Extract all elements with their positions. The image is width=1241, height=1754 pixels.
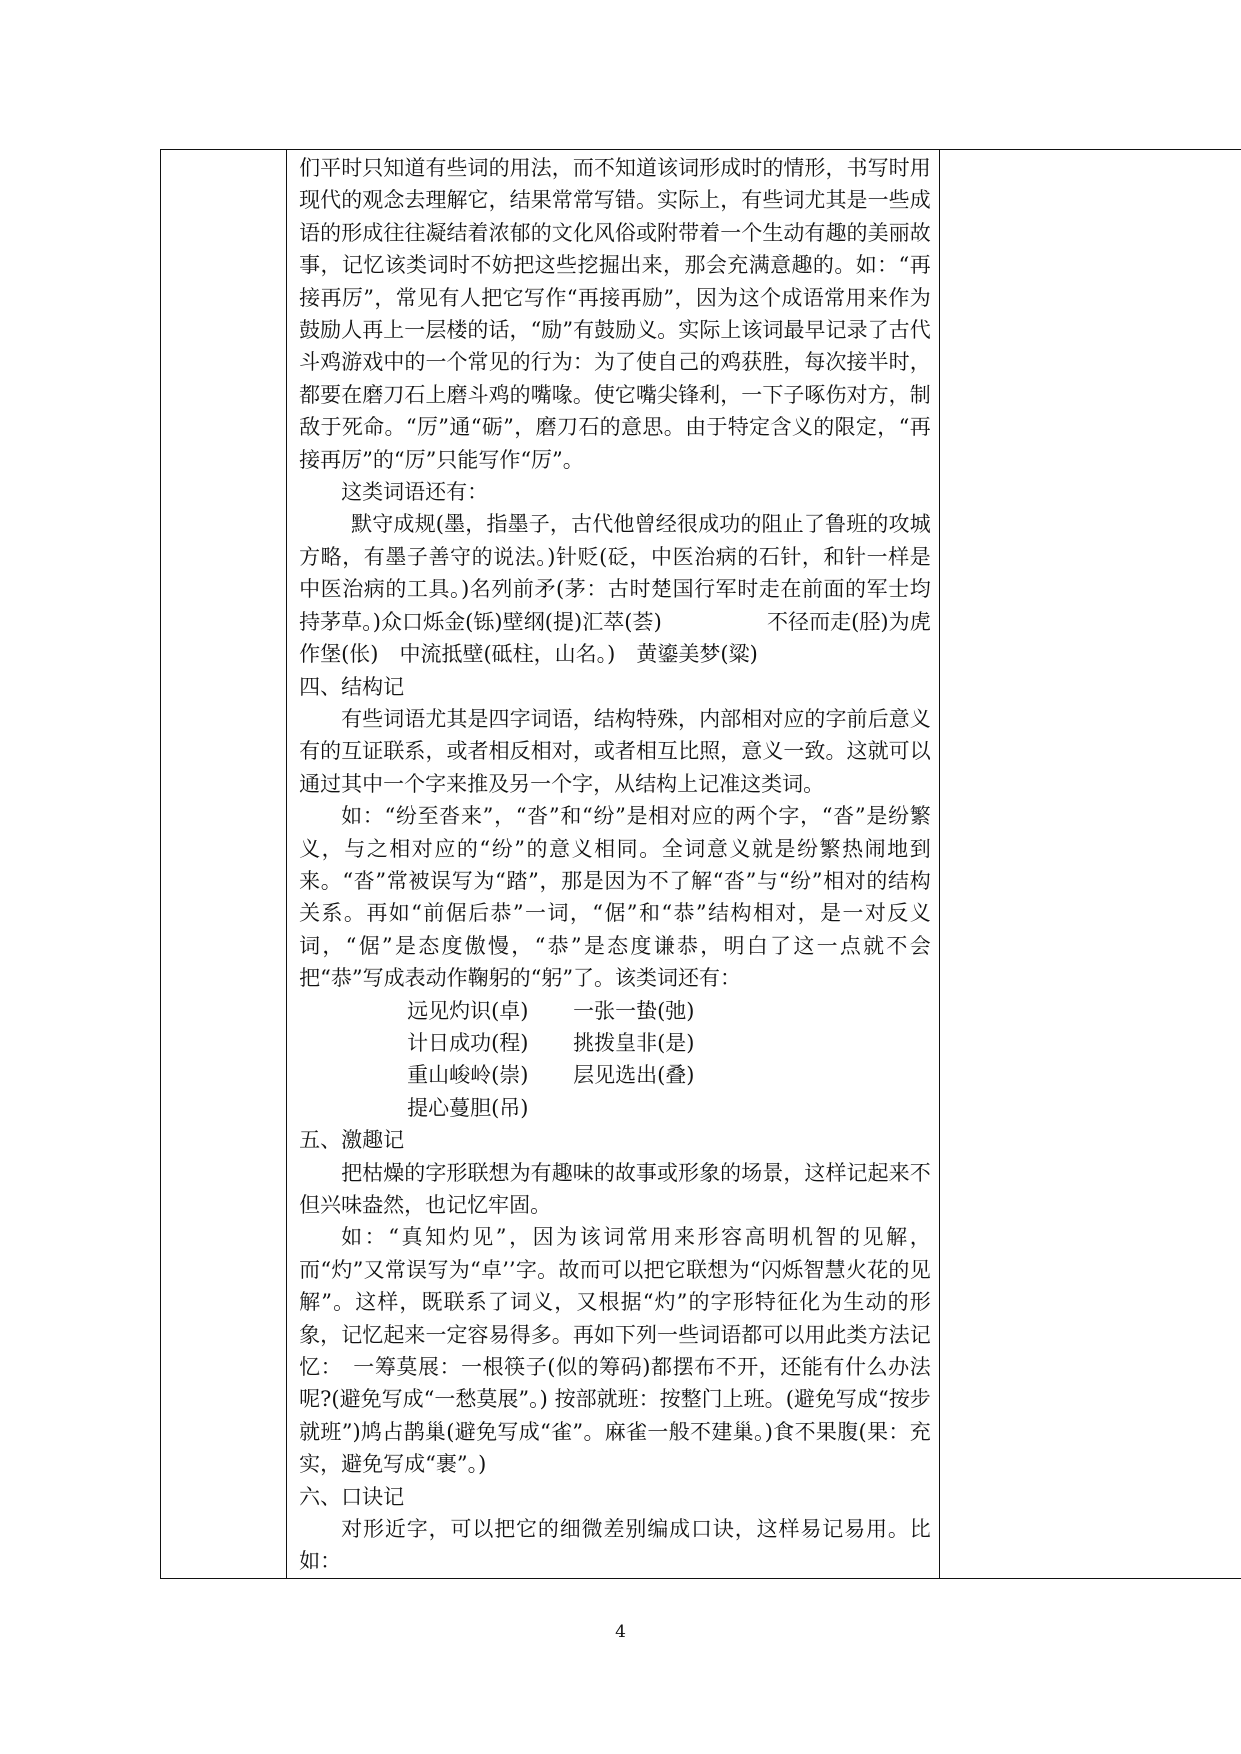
word-list-row (299, 995, 931, 1027)
heading-structure: 四、结构记 (299, 674, 405, 699)
paragraph-structure-example: 如：“纷至沓来”，“沓”和“纷”是相对应的两个字，“沓”是纷繁义，与之相对应的“纷”的意义相同。全词意义就是纷繁热闹地到来。“沓”常被误写为“踏”，那是因为不了解“沓”与“纷”相对的结构关系。再如“前倨后恭”一词，“倨”和“恭”结构相对，是一对反义词，“倨”是态度傲慢，“恭”是态度谦恭，明白了这一点就不会把“恭”写成表动作鞠躬的“躬”了。该类词还有： (299, 804, 931, 991)
word-list-row (299, 1092, 931, 1124)
paragraph-interest: 把枯燥的字形联想为有趣味的故事或形象的场景，这样记起来不但兴味盎然，也记忆牢固。 (299, 1160, 931, 1217)
heading-interest: 五、激趣记 (299, 1128, 405, 1153)
paragraph-mnemonic: 对形近字，可以把它的细微差别编成口诀，这样易记易用。比如： (299, 1517, 931, 1574)
paragraph-examples: 默守成规(墨，指墨子，古代他曾经很成功的阻止了鲁班的攻城方略，有墨子善守的说法。)针贬(砭，中医治病的石针，和针一样是中医治病的工具。)名列前矛(茅：古时楚国行军时走在前面的军士均持茅草。)众口烁金(铄)壁纲(提)汇萃(荟) 不径而走(胫)为虎作堡(伥) 中流抵壁(砥柱，山名。) 黄鎏美梦(粱) (299, 512, 931, 667)
page-number: 4 (615, 1622, 626, 1642)
word-list-item: 计日成功(程) (407, 1030, 529, 1055)
word-list-item: 一张一蛰(弛) (573, 998, 695, 1023)
content-body (287, 150, 939, 1578)
content-cell (287, 150, 940, 1579)
word-list-item: 远见灼识(卓) (407, 998, 529, 1023)
right-column-cell (939, 150, 1241, 1579)
paragraph-examples-intro: 这类词语还有： (341, 480, 489, 505)
paragraph-structure: 有些词语尤其是四字词语，结构特殊，内部相对应的字前后意义有的互证联系，或者相反相对，或者相互比照，意义一致。这就可以通过其中一个字来推及另一个字，从结构上记准这类词。 (299, 706, 931, 796)
word-list-item: 挑拨皇非(是) (573, 1030, 695, 1055)
word-list-row (299, 1027, 931, 1059)
word-list-item: 提心蔓胆(吊) (407, 1095, 529, 1120)
heading-mnemonic: 六、口诀记 (299, 1484, 405, 1509)
layout-table (160, 149, 1241, 1579)
word-list-item: 层见选出(叠) (573, 1063, 695, 1088)
word-list (299, 995, 931, 1125)
word-list-row (299, 1059, 931, 1091)
left-column-cell (161, 150, 287, 1579)
paragraph-intro: 们平时只知道有些词的用法，而不知道该词形成时的情形，书写时用现代的观念去理解它，结果常常写错。实际上，有些词尤其是一些成语的形成往往凝结着浓郁的文化风俗或附带着一个生动有趣的美丽故事，记忆该类词时不妨把这些挖掘出来，那会充满意趣的。如：“再接再厉”，常见有人把它写作“再接再励”，因为这个成语常用来作为鼓励人再上一层楼的话，“励”有鼓励义。实际上该词最早记录了古代斗鸡游戏中的一个常见的行为：为了使自己的鸡获胜，每次接半时，都要在磨刀石上磨斗鸡的嘴喙。使它嘴尖锋利，一下子啄伤对方，制敌于死命。“厉”通“砺”，磨刀石的意思。由于特定含义的限定，“再接再厉”的“厉”只能写作“厉”。 (299, 156, 931, 472)
word-list-item: 重山峻岭(崇) (407, 1063, 529, 1088)
paragraph-interest-example: 如：“真知灼见”，因为该词常用来形容高明机智的见解，而“灼”又常误写为“卓’’字。故而可以把它联想为“闪烁智慧火花的见解”。这样，既联系了词义，又根据“灼”的字形特征化为生动的形象，记忆起来一定容易得多。再如下列一些词语都可以用此类方法记忆： 一筹莫展：一根筷子(似的筹码)都摆布不开，还能有什么办法呢?(避免写成“一愁莫展”。) 按部就班：按整门上班。(避免写成“按步就班”)鸠占鹊巢(避免写成“雀”。麻雀一般不建巢。)食不果腹(果：充实，避免写成“裹”。) (299, 1225, 931, 1477)
